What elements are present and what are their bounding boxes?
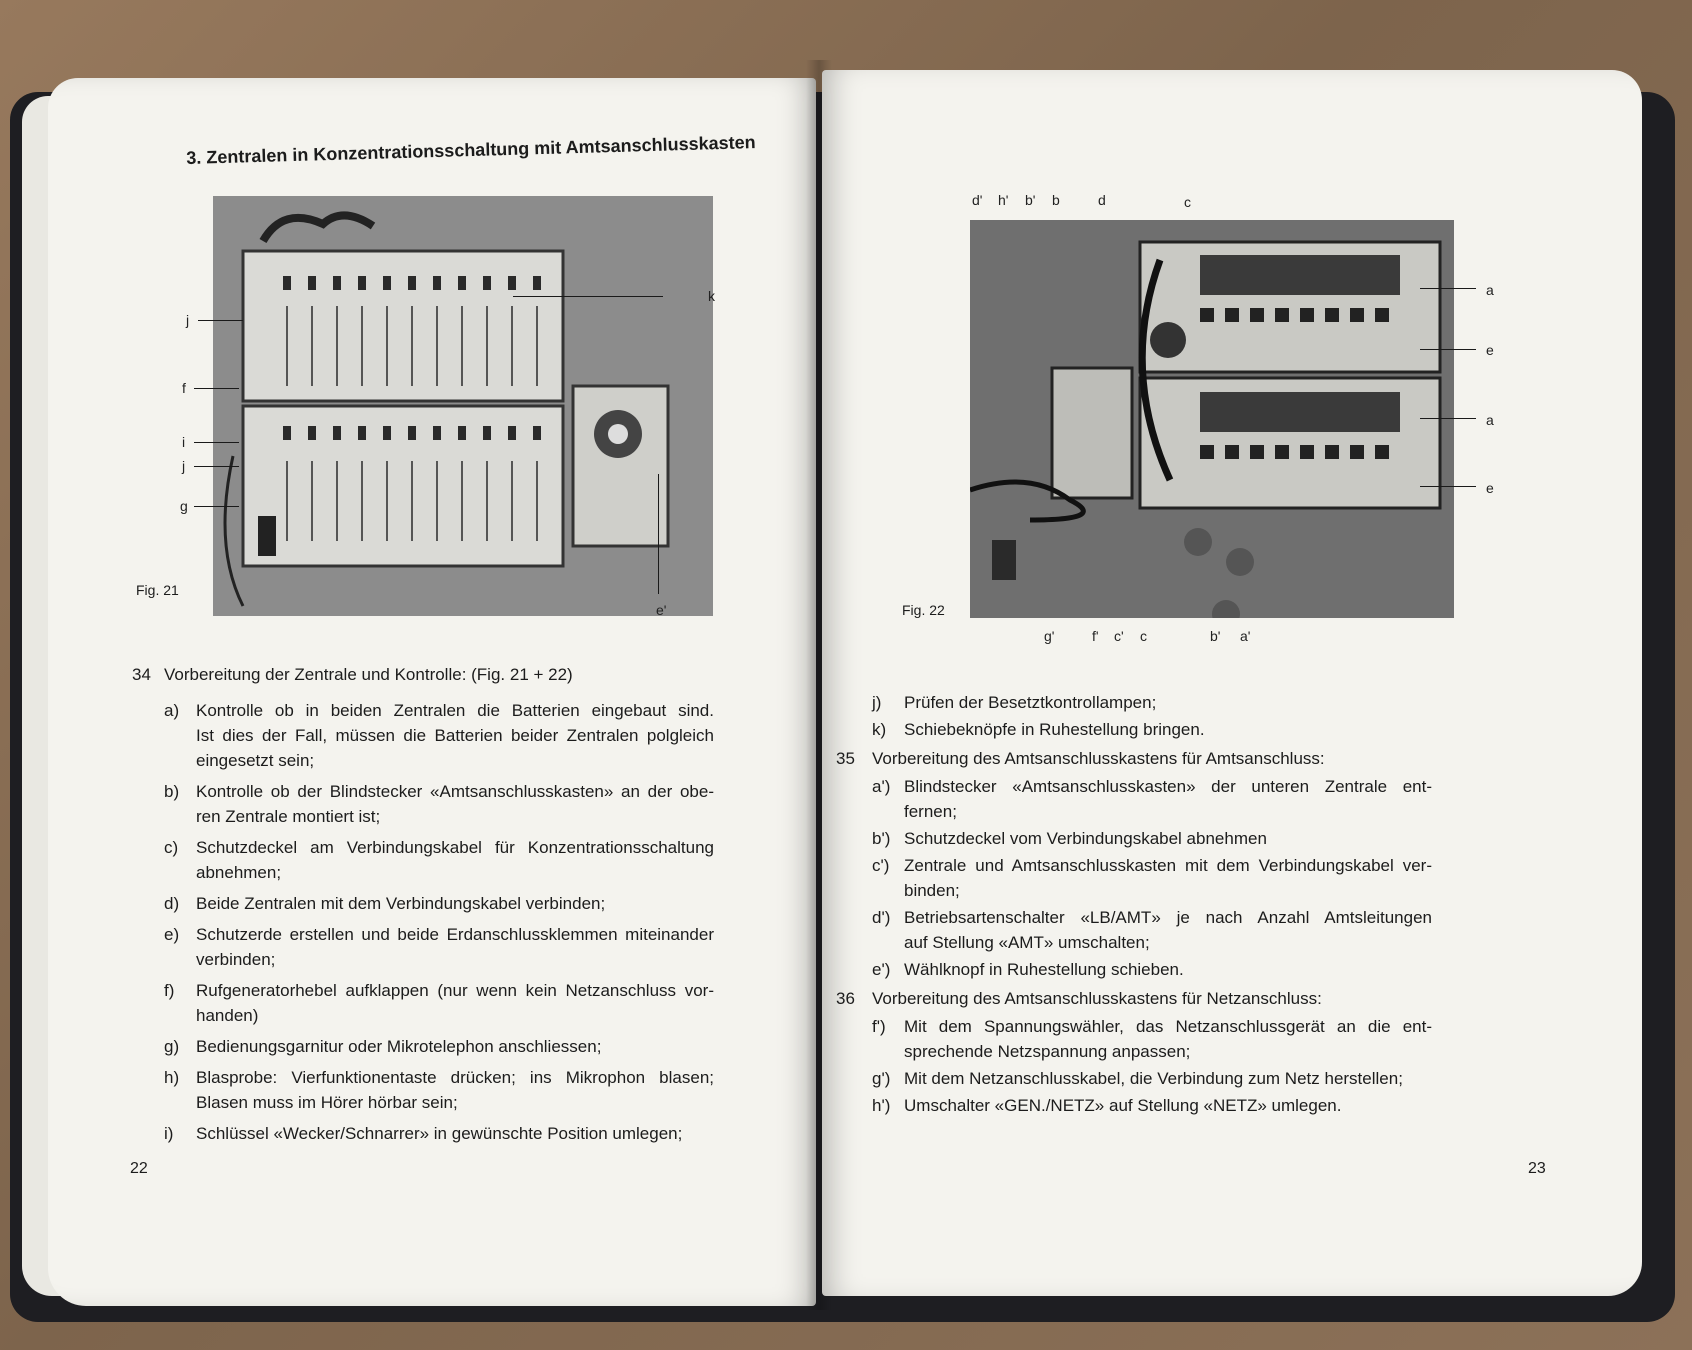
- item-line: eingesetzt sein;: [196, 751, 315, 770]
- leader-line-i: [194, 442, 239, 443]
- item-key: k): [872, 720, 887, 739]
- leader-side-a-lower: [1420, 418, 1476, 419]
- item-line: Bedienungsgarnitur oder Mikrotelephon anschliessen;: [196, 1037, 602, 1056]
- item-line: Zentrale und Amtsanschlusskasten mit dem Verbindungskabel ver-: [904, 856, 1432, 875]
- item-line: Schutzdeckel am Verbindungskabel für Konzentrationsschaltung: [196, 838, 714, 857]
- item-line: Prüfen der Besetztkontrollampen;: [904, 693, 1157, 712]
- figure-22-caption: Fig. 22: [902, 602, 945, 618]
- item-line: binden;: [904, 881, 960, 900]
- list-item: [872, 1066, 1432, 1091]
- item-line: Mit dem Netzanschlusskabel, die Verbindung zum Netz herstellen;: [904, 1069, 1403, 1088]
- item-line: Mit dem Spannungswähler, das Netzanschlussgerät an die ent-: [904, 1017, 1432, 1036]
- fig22-bottom-label-g-prime: g': [1044, 628, 1055, 644]
- fig22-top-label-d: d: [1098, 192, 1106, 208]
- item-line: Schlüssel «Wecker/Schnarrer» in gewünschte Position umlegen;: [196, 1124, 683, 1143]
- list-item: [164, 978, 714, 1028]
- section-title: Vorbereitung des Amtsanschlusskastens für Netzanschluss:: [872, 989, 1322, 1008]
- item-line: Kontrolle ob in beiden Zentralen die Batterien eingebaut sind.: [196, 701, 714, 720]
- item-line: Schutzerde erstellen und beide Erdanschlussklemmen miteinander: [196, 925, 714, 944]
- list-item: [164, 1121, 714, 1146]
- item-key: a): [164, 701, 180, 720]
- left-page: [48, 78, 816, 1306]
- leader-line-j-lower: [194, 466, 239, 467]
- item-key: j): [872, 693, 882, 712]
- item-key: b'): [872, 829, 891, 848]
- item-line: ren Zentrale montiert ist;: [196, 807, 381, 826]
- item-line: Kontrolle ob der Blindstecker «Amtsanschlusskasten» an der obe-: [196, 782, 714, 801]
- figure-22-photo: [970, 220, 1454, 618]
- leader-side-e-lower: [1420, 486, 1476, 487]
- page-number-right: 23: [1528, 1160, 1546, 1177]
- section-number: 36: [836, 989, 855, 1008]
- item-key: f'): [872, 1017, 886, 1036]
- item-key: g'): [872, 1069, 891, 1088]
- item-key: e): [164, 925, 180, 944]
- list-item: [872, 690, 1432, 715]
- item-key: i): [164, 1124, 174, 1143]
- figure-label-i: i: [182, 434, 186, 450]
- fig22-top-label-c: c: [1184, 194, 1191, 210]
- list-item: [164, 1065, 714, 1115]
- item-line: abnehmen;: [196, 863, 282, 882]
- figure-label-g: g: [180, 498, 188, 514]
- list-item: [872, 826, 1432, 851]
- item-line: Betriebsartenschalter «LB/AMT» je nach Anzahl Amtsleitungen: [904, 908, 1432, 927]
- figure-label-f: f: [182, 380, 186, 396]
- list-item: [164, 835, 714, 885]
- item-key: d'): [872, 908, 891, 927]
- figure-label-j-upper: j: [186, 312, 190, 328]
- item-line: Blasen muss im Hörer hörbar sein;: [196, 1093, 458, 1112]
- list-item: [872, 905, 1432, 955]
- item-key: d): [164, 894, 180, 913]
- figure-label-k: k: [708, 288, 715, 304]
- leader-line-g: [194, 506, 239, 507]
- section-heading: 3. Zentralen in Konzentrationsschaltung mit Amtsanschlusskasten: [186, 132, 756, 168]
- item-key: h): [164, 1068, 180, 1087]
- leader-line-e-prime: [658, 474, 659, 594]
- section-number: 35: [836, 749, 855, 768]
- fig22-top-label-h-prime: h': [998, 192, 1009, 208]
- item-line: Schiebeknöpfe in Ruhestellung bringen.: [904, 720, 1205, 739]
- item-line: Wählknopf in Ruhestellung schieben.: [904, 960, 1184, 979]
- figure-label-e-prime: e': [656, 602, 667, 618]
- item-line: fernen;: [904, 802, 957, 821]
- fig22-top-label-b: b: [1052, 192, 1060, 208]
- list-item: [872, 1093, 1432, 1118]
- item-line: sprechende Netzspannung anpassen;: [904, 1042, 1191, 1061]
- right-page: [822, 70, 1642, 1296]
- item-line: Umschalter «GEN./NETZ» auf Stellung «NETZ» umlegen.: [904, 1096, 1342, 1115]
- list-item: [872, 853, 1432, 903]
- section-title: Vorbereitung des Amtsanschlusskastens für Amtsanschluss:: [872, 749, 1325, 768]
- list-item: [164, 698, 714, 773]
- figure-21-photo: [213, 196, 713, 616]
- list-item: [164, 891, 714, 916]
- item-key: c'): [872, 856, 890, 875]
- page-number-left: 22: [130, 1160, 148, 1177]
- figure-label-j-lower: j: [182, 458, 186, 474]
- fig22-bottom-label-b-prime: b': [1210, 628, 1221, 644]
- list-item: [872, 717, 1432, 742]
- fig22-top-label-d-prime: d': [972, 192, 983, 208]
- list-item: [164, 922, 714, 972]
- fig22-side-label-e-upper: e: [1486, 342, 1494, 358]
- item-line: Ist dies der Fall, müssen die Batterien beider Zentralen polgleich: [196, 726, 714, 745]
- list-item: [872, 774, 1432, 824]
- fig22-bottom-label-a-prime: a': [1240, 628, 1251, 644]
- fig22-bottom-label-f-prime: f': [1092, 628, 1099, 644]
- item-line: Blasprobe: Vierfunktionentaste drücken; ins Mikrophon blasen;: [196, 1068, 714, 1087]
- leader-line-j-upper: [198, 320, 243, 321]
- leader-line-f: [194, 388, 239, 389]
- item-key: b): [164, 782, 180, 801]
- list-item: [872, 1014, 1432, 1064]
- fig22-side-label-a-lower: a: [1486, 412, 1494, 428]
- list-item: [872, 957, 1432, 982]
- leader-line-k: [513, 296, 663, 297]
- item-line: Rufgeneratorhebel aufklappen (nur wenn kein Netzanschluss vor-: [196, 981, 714, 1000]
- item-key: g): [164, 1037, 180, 1056]
- item-line: handen): [196, 1006, 259, 1025]
- item-key: h'): [872, 1096, 891, 1115]
- item-key: e'): [872, 960, 891, 979]
- figure-21-caption: Fig. 21: [136, 582, 179, 598]
- fig22-top-label-b-prime: b': [1025, 192, 1036, 208]
- leader-side-a-upper: [1420, 288, 1476, 289]
- fig22-side-label-a-upper: a: [1486, 282, 1494, 298]
- item-key: a'): [872, 777, 891, 796]
- item-key: c): [164, 838, 179, 857]
- fig22-side-label-e-lower: e: [1486, 480, 1494, 496]
- item-line: Schutzdeckel vom Verbindungskabel abnehmen: [904, 829, 1267, 848]
- section-34-title: Vorbereitung der Zentrale und Kontrolle: (Fig. 21 + 22): [164, 665, 573, 684]
- item-line: auf Stellung «AMT» umschalten;: [904, 933, 1150, 952]
- list-item: [164, 1034, 714, 1059]
- leader-side-e-upper: [1420, 349, 1476, 350]
- item-line: Beide Zentralen mit dem Verbindungskabel verbinden;: [196, 894, 606, 913]
- item-key: f): [164, 981, 175, 1000]
- section-34-number: 34: [132, 665, 151, 684]
- item-line: verbinden;: [196, 950, 276, 969]
- fig22-bottom-label-c: c: [1140, 628, 1147, 644]
- fig22-bottom-label-c-prime: c': [1114, 628, 1124, 644]
- item-line: Blindstecker «Amtsanschlusskasten» der unteren Zentrale ent-: [904, 777, 1432, 796]
- list-item: [164, 779, 714, 829]
